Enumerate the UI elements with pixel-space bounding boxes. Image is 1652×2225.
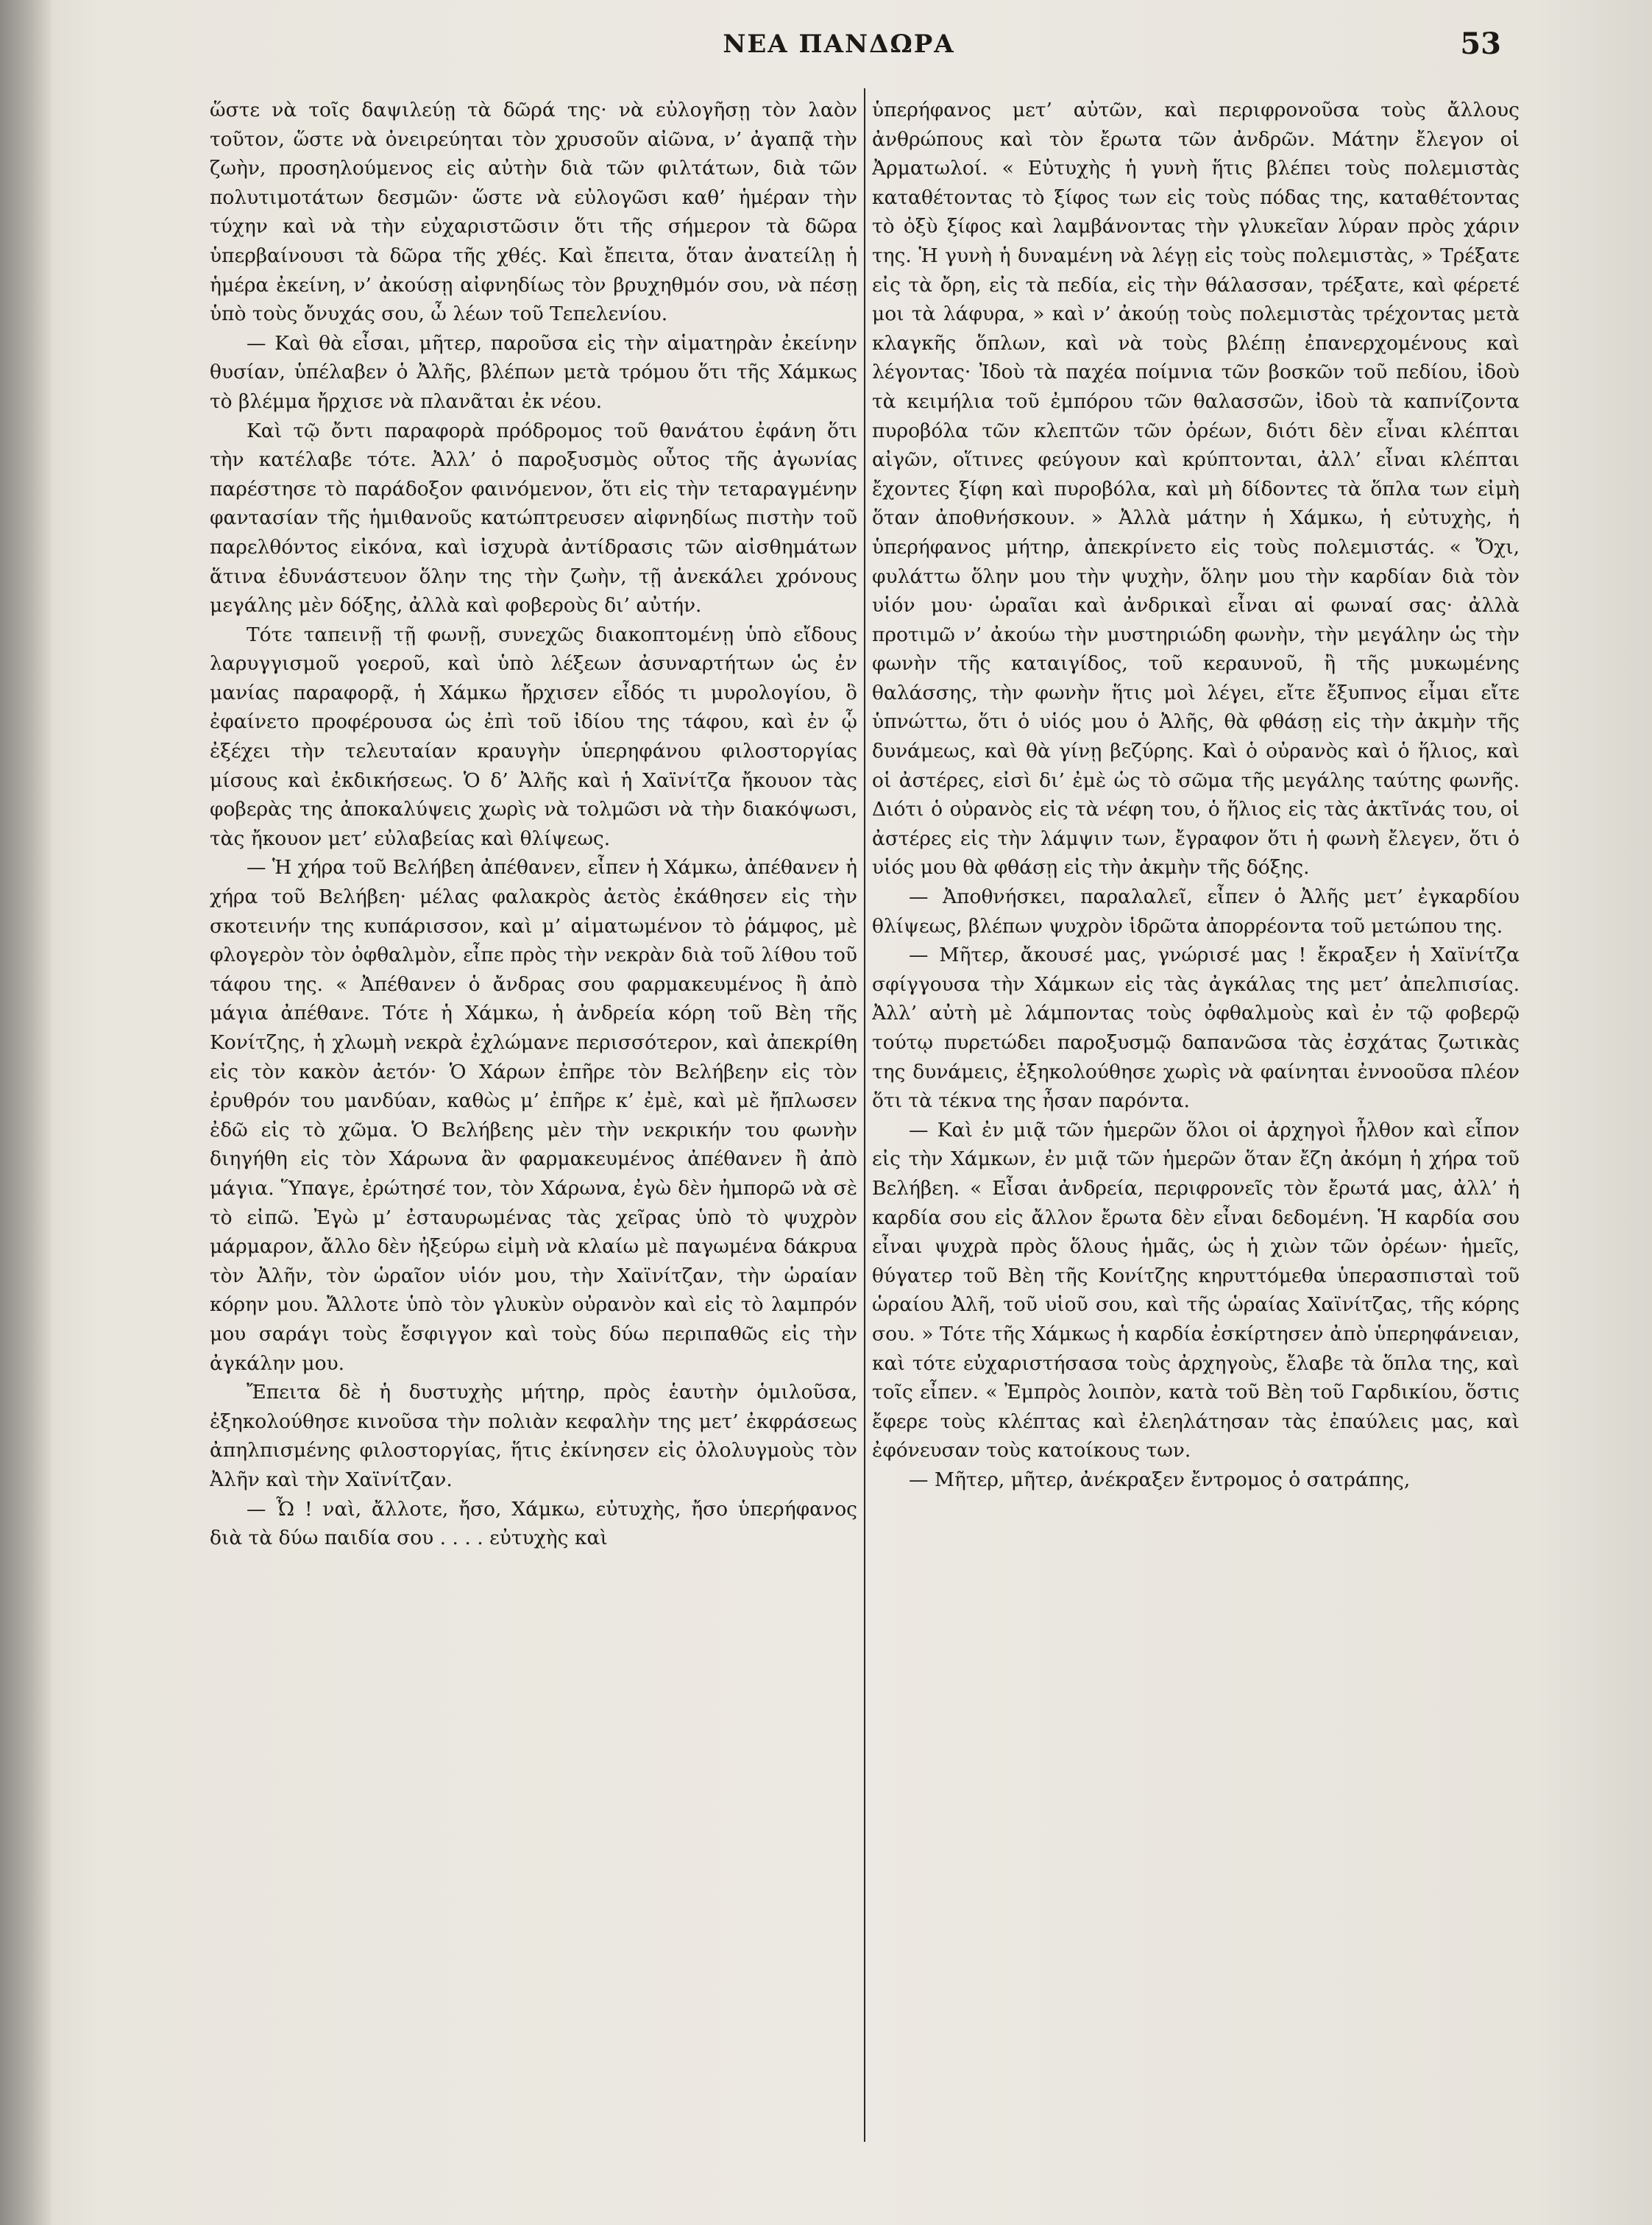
binding-gutter [0,0,52,2225]
right-column [872,96,1520,2186]
page-number: 53 [1460,26,1501,61]
paragraph: Ἔπειτα δὲ ἡ δυστυχὴς μήτηρ, πρὸς ἑαυτὴν ὁμιλοῦσα, ἐξηκολούθησε κινοῦσα τὴν πολιὰν κεφαλὴν της μετ’ ἐκφράσεως ἀπηλπισμένης φιλοστοργίας, ἥτις ἐκίνησεν εἰς ὀλολυγμοὺς τὸν Ἀλῆν καὶ τὴν Χαϊνίτζαν. [210,1381,857,1491]
page-edge-shadow [1538,0,1652,2225]
dialogue-paragraph: — Ἡ χήρα τοῦ Βελήβεη ἀπέθανεν, εἶπεν ἡ Χάμκω, ἀπέθανεν ἡ χήρα τοῦ Βελήβεη· μέλας φαλακρὸς ἀετὸς ἐκάθησεν εἰς τὴν σκοτεινήν της κυπάρισσον, καὶ μ’ αἱματωμένον τὸ ῥάμφος, μὲ φλογερὸν τὸν ὀφθαλμὸν, εἶπε πρὸς τὴν νεκρὰν διὰ τοῦ λίθου τοῦ τάφου της. « Ἀπέθανεν ὁ ἄνδρας σου φαρμακευμένος ἢ ἀπὸ μάγια ἀπέθανε. Τότε ἡ Χάμκω, ἡ ἀνδρεία κόρη τοῦ Βὲη τῆς Κονίτζης, ἡ χλωμὴ νεκρὰ ἐχλώμανε περισσότερον, καὶ ἀπεκρίθη εἰς τὸν κακὸν ἀετόν· Ὁ Χάρων ἐπῆρε τὸν Βελήβεην εἰς τὸν ἐρυθρόν του μανδύαν, καθὼς μ’ ἐπῆρε κ’ ἐμὲ, καὶ μὲ ἤπλωσεν ἐδῶ εἰς τὸ χῶμα. Ὁ Βελήβεης μὲν τὴν νεκρικήν του φωνὴν διηγήθη εἰς τὸν Χάρωνα ἂν φαρμακευμένος ἀπέθανεν ἢ ἀπὸ μάγια. Ὕπαγε, ἐρώτησέ τον, τὸν Χάρωνα, ἐγὼ δὲν ἠμπορῶ νὰ σὲ τὸ εἰπῶ. Ἐγὼ μ’ ἐσταυρωμένας τὰς χεῖρας ὑπὸ τὸ ψυχρὸν μάρμαρον, ἄλλο δὲν ἠξεύρω εἰμὴ νὰ κλαίω μὲ παγωμένα δάκρυα τὸν Ἀλῆν, τὸν ὡραῖον υἱόν μου, τὴν Χαϊνίτζαν, τὴν ὡραίαν κόρην μου. Ἄλλοτε ὑπὸ τὸν γλυκὺν οὐρανὸν καὶ εἰς τὸ λαμπρόν μου σαράγι τοὺς ἔσφιγγον καὶ τοὺς δύω περιπαθῶς εἰς τὴν ἀγκάλην μου. [210,856,857,1375]
paragraph: ὑπερήφανος μετ’ αὐτῶν, καὶ περιφρονοῦσα τοὺς ἄλλους ἀνθρώπους καὶ τὸν ἔρωτα τῶν ἀνδρῶν. Μάτην ἔλεγον οἱ Ἀρματωλοί. « Εὐτυχὴς ἡ γυνὴ ἥτις βλέπει τοὺς πολεμιστὰς καταθέτοντας τὸ ξίφος των εἰς τοὺς πόδας της, καταθέτοντας τὸ ὀξὺ ξίφος καὶ λαμβάνοντας τὴν γλυκεῖαν λύραν πρὸς χάριν της. Ἡ γυνὴ ἡ δυναμένη νὰ λέγῃ εἰς τοὺς πολεμιστὰς, » Τρέξατε εἰς τὰ ὄρη, εἰς τὰ πεδία, εἰς τὴν θάλασσαν, τρέξατε, καὶ φέρετέ μοι τὰ λάφυρα, » καὶ ν’ ἀκούῃ τοὺς πολεμιστὰς τρέχοντας μετὰ κλαγκῆς ὅπλων, καὶ νὰ τοὺς βλέπῃ ἐπανερχομένους καὶ λέγοντας· Ἰδοὺ τὰ παχέα ποίμνια τῶν βοσκῶν τοῦ πεδίου, ἰδοὺ τὰ κειμήλια τοῦ ἐμπόρου τῶν θαλασσῶν, ἰδοὺ τὰ καπνίζοντα πυροβόλα τῶν κλεπτῶν τῶν ὀρέων, διότι δὲν εἶναι κλέπται αἰγῶν, οἵτινες φεύγουν καὶ κρύπτονται, ἀλλ’ εἶναι κλέπται ἔχοντες ξίφη καὶ πυροβόλα, καὶ μὴ δίδοντες τὰ ὅπλα των εἰμὴ ὅταν ἀποθνήσκουν. » Ἀλλὰ μάτην ἡ Χάμκω, ἡ εὐτυχὴς, ἡ ὑπερήφανος μήτηρ, ἀπεκρίνετο εἰς τοὺς πολεμιστάς. « Ὄχι, φυλάττω ὅλην μου τὴν ψυχὴν, ὅλην μου τὴν καρδίαν διὰ τὸν υἱόν μου· ὡραῖαι καὶ ἀνδρικαὶ εἶναι αἱ φωναί σας· ἀλλὰ προτιμῶ ν’ ἀκούω τὴν μυστηριώδη φωνὴν, τὴν μεγάλην ὡς τὴν φωνὴν τῆς καταιγίδος, τοῦ κεραυνοῦ, ἢ τῆς μυκωμένης θαλάσσης, τὴν φωνὴν ἥτις μοὶ λέγει, εἴτε ἔξυπνος εἶμαι εἴτε ὑπνώττω, ὅτι ὁ υἱός μου ὁ Ἀλῆς, θὰ φθάσῃ εἰς τὴν ἀκμὴν τῆς δυνάμεως, καὶ θὰ γίνῃ βεζύρης. Καὶ ὁ οὐρανὸς καὶ ὁ ἥλιος, καὶ οἱ ἀστέρες, εἰσὶ δι’ ἐμὲ ὡς τὸ σῶμα τῆς μεγάλης ταύτης φωνῆς. Διότι ὁ οὐρανὸς εἰς τὰ νέφη του, ὁ ἥλιος εἰς τὰς ἀκτῖνάς του, οἱ ἀστέρες εἰς τὴν λάμψιν των, ἔγραφον ὅτι ἡ φωνὴ ἔλεγεν, ὅτι ὁ υἱός μου θὰ φθάσῃ εἰς τὴν ἀκμὴν τῆς δόξης. [872,99,1520,880]
running-title: ΝΕΑ ΠΑΝΔΩΡΑ [723,29,955,59]
paragraph: Τότε ταπεινῇ τῇ φωνῇ, συνεχῶς διακοπτομένῃ ὑπὸ εἴδους λαρυγγισμοῦ γοεροῦ, καὶ ὑπὸ λέξεων ἀσυναρτήτων ὡς ἐν μανίας παραφορᾷ, ἡ Χάμκω ἤρχισεν εἶδός τι μυρολογίου, ὃ ἐφαίνετο προφέρουσα ὡς ἐπὶ τοῦ ἰδίου της τάφου, καὶ ἐν ᾧ ἐξέχει τὴν τελευταίαν κραυγὴν ὑπερηφάνου φιλοστοργίας μίσους καὶ ἐκδικήσεως. Ὁ δ’ Ἀλῆς καὶ ἡ Χαϊνίτζα ἤκουον τὰς φοβερὰς της ἀποκαλύψεις χωρὶς νὰ τολμῶσι νὰ τὴν διακόψωσι, τὰς ἤκουον μετ’ εὐλαβείας καὶ θλίψεως. [210,623,857,850]
dialogue-paragraph: — Μῆτερ, ἄκουσέ μας, γνώρισέ μας ! ἔκραξεν ἡ Χαϊνίτζα σφίγγουσα τὴν Χάμκων εἰς τὰς ἀγκάλας της μετ’ ἀπελπισίας. Ἀλλ’ αὐτὴ μὲ λάμποντας τοὺς ὀφθαλμοὺς καὶ ἐν τῷ φοβερῷ τούτῳ πυρετώδει παροξυσμῷ δαπανῶσα τὰς ἐσχάτας ζωτικὰς της δυνάμεις, ἐξηκολούθησε χωρὶς νὰ φαίνηται ἐννοοῦσα πλέον ὅτι τὰ τέκνα της ἦσαν παρόντα. [872,944,1520,1113]
column-rule [864,88,865,2142]
dialogue-paragraph: — Μῆτερ, μῆτερ, ἀνέκραξεν ἔντρομος ὁ σατράπης, [909,1468,1411,1491]
paragraph: Καὶ τῷ ὄντι παραφορὰ πρόδρομος τοῦ θανάτου ἐφάνη ὅτι τὴν κατέλαβε τότε. Ἀλλ’ ὁ παροξυσμὸς οὗτος τῆς ἀγωνίας παρέστησε τὸ παράδοξον φαινόμενον, ὅτι εἰς τὴν τεταραγμένην φαντασίαν τῆς ἡμιθανοῦς κατώπτρευσεν αἰφνηδίως πιστὴν τοῦ παρελθόντος εἰκόνα, καὶ ἰσχυρὰ ἀντίδρασις τῶν αἰσθημάτων ἅτινα ἐδυνάστευον ὅλην της τὴν ζωὴν, τῇ ἀνεκάλει χρόνους μεγάλης μὲν δόξης, ἀλλὰ καὶ φοβεροὺς δι’ αὐτήν. [210,419,857,618]
dialogue-paragraph: — Καὶ θὰ εἶσαι, μῆτερ, παροῦσα εἰς τὴν αἱματηρὰν ἐκείνην θυσίαν, ὑπέλαβεν ὁ Ἀλῆς, βλέπων μετὰ τρόμου ὅτι τῆς Χάμκως τὸ βλέμμα ἤρχισε νὰ πλανᾶται ἐκ νέου. [210,331,857,413]
dialogue-paragraph: — Ἀποθνήσκει, παραλαλεῖ, εἶπεν ὁ Ἀλῆς μετ’ ἐγκαρδίου θλίψεως, βλέπων ψυχρὸν ἱδρῶτα ἀπορρέοντα τοῦ μετώπου της. [872,885,1520,938]
dialogue-paragraph: — Ὦ ! ναὶ, ἄλλοτε, ἤσο, Χάμκω, εὐτυχὴς, ἤσο ὑπερήφανος διὰ τὰ δύω παιδία σου . . . . εὐτυχὴς καὶ [210,1497,857,1550]
dialogue-paragraph: — Καὶ ἐν μιᾷ τῶν ἡμερῶν ὅλοι οἱ ἀρχηγοὶ ἦλθον καὶ εἶπον εἰς τὴν Χάμκων, ἐν μιᾷ τῶν ἡμερῶν ὅταν ἔζη ἀκόμη ἡ χήρα τοῦ Βελήβεη. « Εἶσαι ἀνδρεία, περιφρονεῖς τὸν ἔρωτά μας, ἀλλ’ ἡ καρδία σου εἰς ἄλλον ἔρωτα δὲν εἶναι δεδομένη. Ἡ καρδία σου εἶναι ψυχρὰ πρὸς ὅλους ἡμᾶς, ὡς ἡ χιὼν τῶν ὀρέων· ἡμεῖς, θύγατερ τοῦ Βὲη τῆς Κονίτζης κηρυττόμεθα ὑπερασπισταὶ τοῦ ὡραίου Ἀλῆ, τοῦ υἱοῦ σου, καὶ τῆς ὡραίας Χαϊνίτζας, τῆς κόρης σου. » Τότε τῆς Χάμκως ἡ καρδία ἐσκίρτησεν ἀπὸ ὑπερηφάνειαν, καὶ τότε εὐχαριστήσασα τοὺς ἀρχηγοὺς, ἔλαβε τὰ ὅπλα της, καὶ τοῖς εἶπεν. « Ἐμπρὸς λοιπὸν, κατὰ τοῦ Βὲη τοῦ Γαρδικίου, ὅστις ἔφερε τοὺς κλέπτας καὶ ἐλεηλάτησαν τὰς ἐπαύλεις μας, καὶ ἐφόνευσαν τοὺς κατοίκους των. [872,1118,1520,1462]
left-column [210,96,857,2186]
paragraph: ὥστε νὰ τοῖς δαψιλεύῃ τὰ δῶρά της· νὰ εὐλογῆσῃ τὸν λαὸν τοῦτον, ὥστε νὰ ὀνειρεύηται τὸν χρυσοῦν αἰῶνα, ν’ ἀγαπᾷ τὴν ζωὴν, προσηλούμενος εἰς αὐτὴν διὰ τῶν φιλτάτων, διὰ τῶν πολυτιμοτάτων δεσμῶν· ὥστε νὰ εὐλογῶσι καθ’ ἡμέραν τὴν τύχην καὶ νὰ τὴν εὐχαριστῶσιν ὅτι τῆς σήμερον τὰ δῶρα ὑπερβαίνουσι τὰ δῶρα τῆς χθές. Καὶ ἔπειτα, ὅταν ἀνατείλῃ ἡ ἡμέρα ἐκείνη, ν’ ἀκούσῃ αἰφνηδίως τὸν βρυχηθμόν σου, νὰ πέσῃ ὑπὸ τοὺς ὄνυχάς σου, ὦ λέων τοῦ Τεπελενίου. [210,99,857,326]
